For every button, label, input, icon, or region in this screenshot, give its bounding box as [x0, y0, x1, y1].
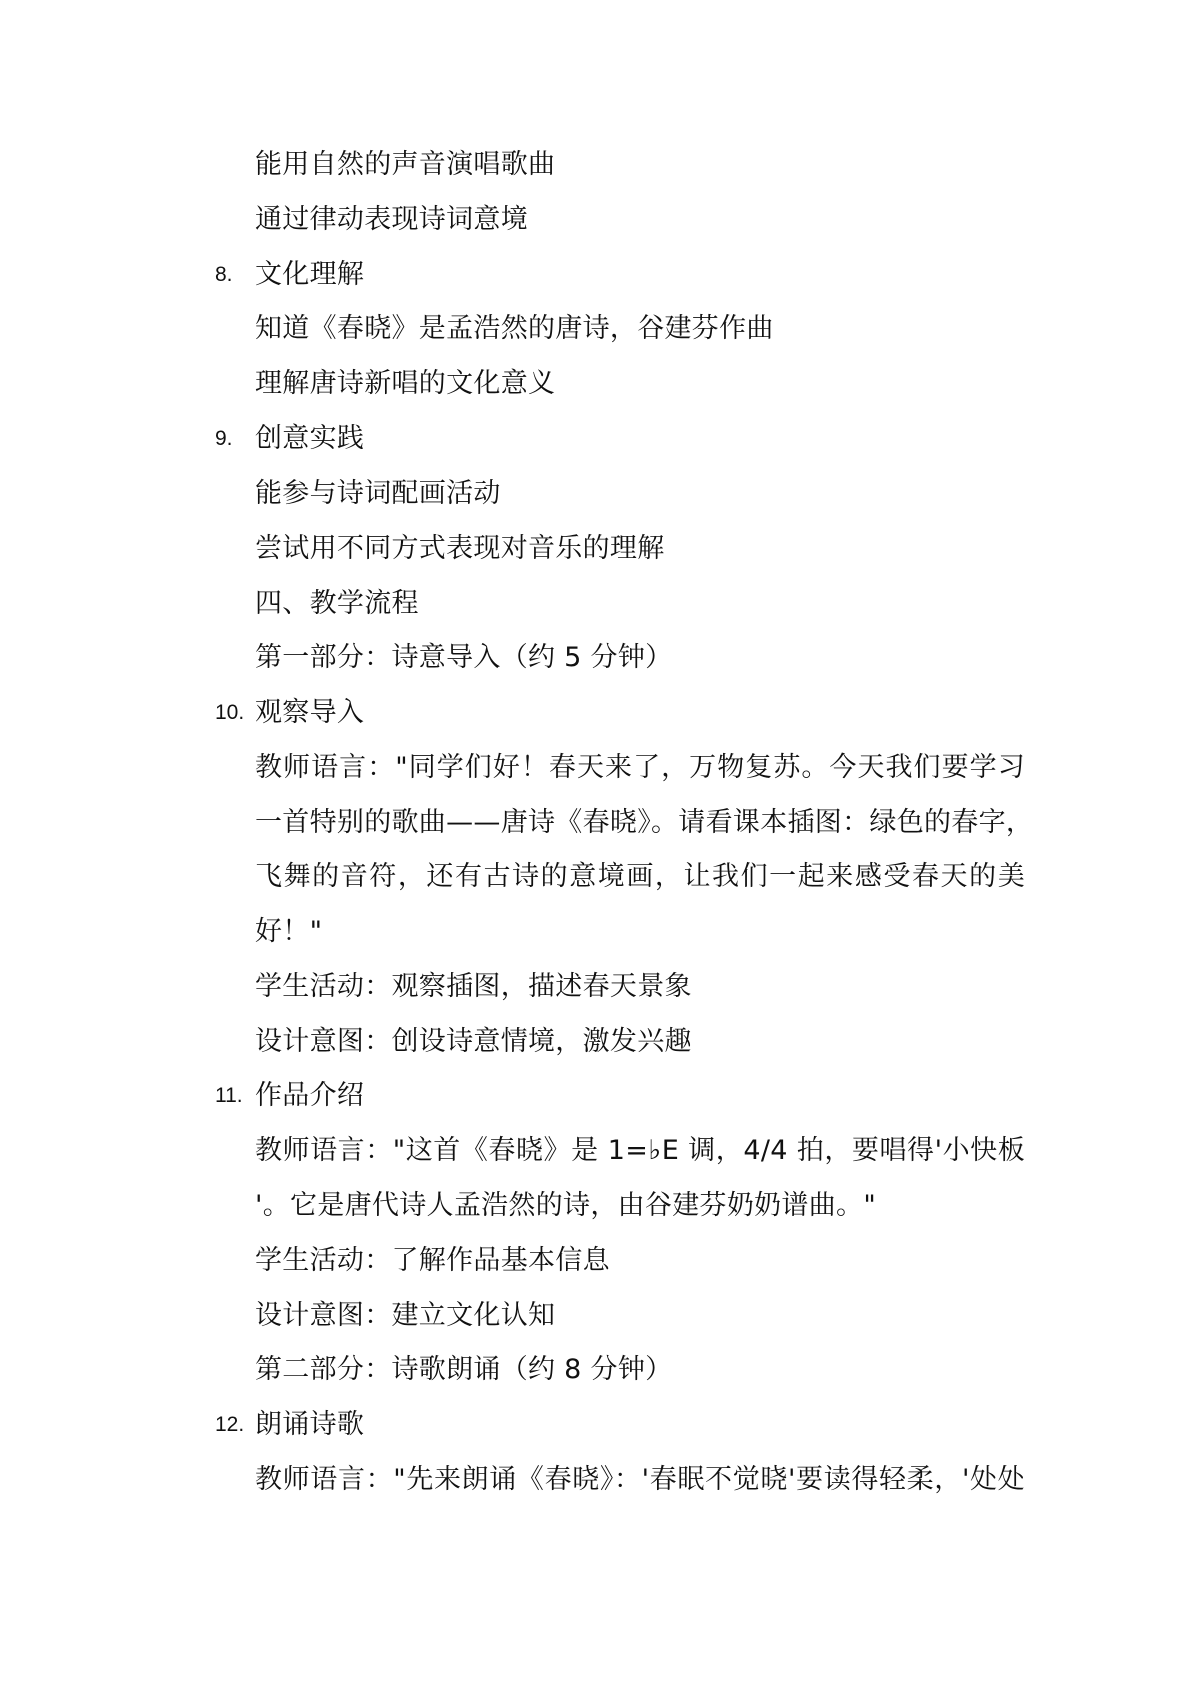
body-line: 能用自然的声音演唱歌曲: [255, 149, 556, 180]
list-number: 12.: [215, 1413, 245, 1436]
body-line: 通过律动表现诗词意境: [255, 204, 528, 235]
body-line: 一首特别的歌曲——唐诗《春晓》。请看课本插图：绿色的春字，: [255, 807, 1034, 838]
section-heading: 四、教学流程: [255, 588, 419, 619]
body-line: 教师语言："先来朗诵《春晓》：'春眠不觉晓'要读得轻柔，'处处: [255, 1464, 1025, 1495]
list-number: 10.: [215, 701, 245, 724]
list-number: 9.: [215, 427, 233, 450]
list-number: 8.: [215, 263, 233, 286]
body-line: 设计意图：创设诗意情境，激发兴趣: [255, 1026, 692, 1057]
body-line: 飞舞的音符，还有古诗的意境画，让我们一起来感受春天的美: [255, 861, 1025, 892]
list-heading: 作品介绍: [255, 1080, 365, 1111]
body-line: 能参与诗词配画活动: [255, 478, 501, 509]
body-line: 设计意图：建立文化认知: [255, 1300, 556, 1331]
body-line: 学生活动：观察插图，描述春天景象: [255, 971, 692, 1002]
body-line: 教师语言："这首《春晓》是 1=♭E 调，4/4 拍，要唱得'小快板: [255, 1135, 1025, 1166]
body-line: 知道《春晓》是孟浩然的唐诗，谷建芬作曲: [255, 313, 774, 344]
body-line: 好！": [255, 916, 323, 947]
body-line: '。它是唐代诗人孟浩然的诗，由谷建芬奶奶谱曲。": [255, 1190, 877, 1221]
body-line: 尝试用不同方式表现对音乐的理解: [255, 533, 665, 564]
list-heading: 文化理解: [255, 259, 365, 290]
list-heading: 朗诵诗歌: [255, 1409, 365, 1440]
part-heading: 第二部分：诗歌朗诵（约 8 分钟）: [255, 1354, 673, 1385]
list-number: 11.: [215, 1084, 243, 1107]
list-heading: 观察导入: [255, 697, 365, 728]
body-line: 学生活动：了解作品基本信息: [255, 1245, 610, 1276]
list-heading: 创意实践: [255, 423, 365, 454]
body-line: 理解唐诗新唱的文化意义: [255, 368, 556, 399]
part-heading: 第一部分：诗意导入（约 5 分钟）: [255, 642, 673, 673]
body-line: 教师语言："同学们好！春天来了，万物复苏。今天我们要学习: [255, 752, 1025, 783]
